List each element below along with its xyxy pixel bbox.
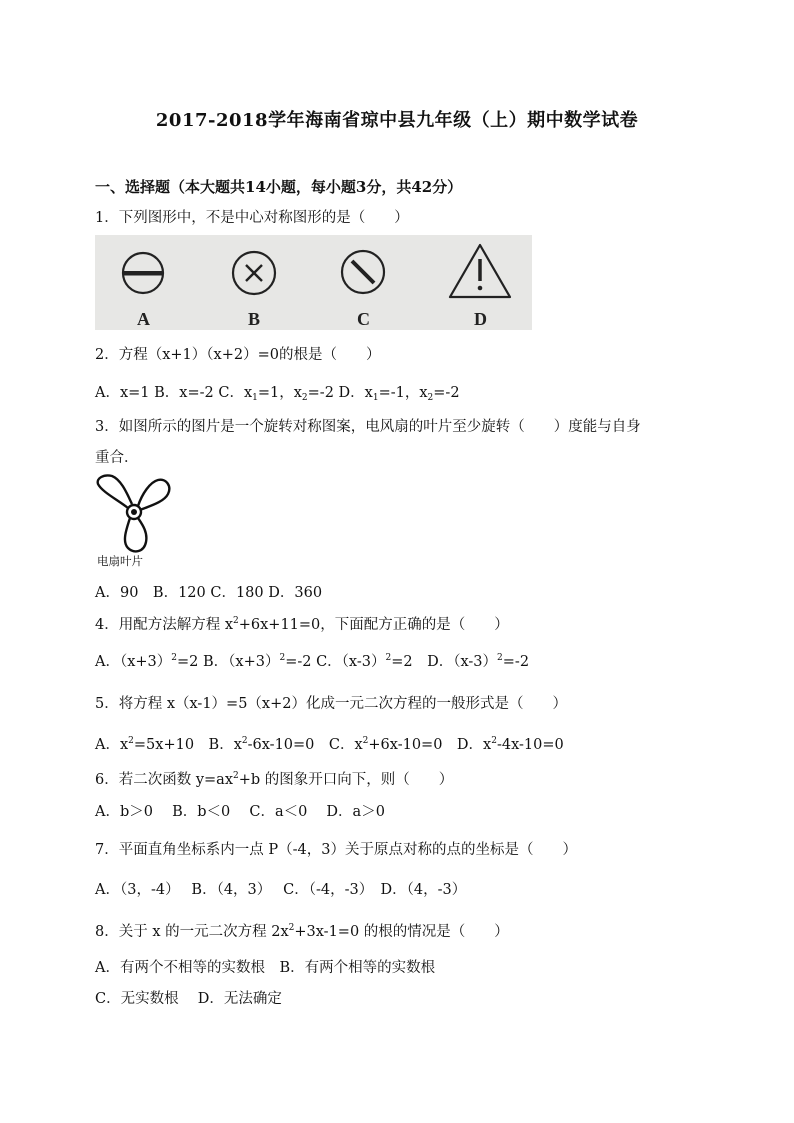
figure-c-circle-slash-icon (342, 251, 384, 293)
question-2-stem: 2．方程（x+1）（x+2）=0的根是（ ） (95, 347, 381, 363)
question-3-stem-line-2: 重合． (95, 450, 139, 466)
question-1-stem: 1．下列图形中，不是中心对称图形的是（ ） (95, 210, 409, 226)
figure-d-warning-triangle-icon (450, 245, 510, 297)
question-5-stem: 5．将方程 x（x-1）=5（x+2）化成一元二次方程的一般形式是（ ） (95, 696, 567, 712)
fan-blade-figure (94, 472, 176, 562)
question-6-options: A．b＞0 B．b＜0 C．a＜0 D．a＞0 (95, 804, 385, 820)
question-7-stem: 7．平面直角坐标系内一点 P（-4，3）关于原点对称的点的坐标是（ ） (95, 842, 577, 858)
question-4-stem: 4．用配方法解方程 $x^2+6x+11=0$，下面配方正确的是（ ） (95, 616, 509, 633)
question-4-options: A．$(x+3)^2=2$ B．$(x+3)^2=-2$ C．$(x-3)^2=2$ D．$(x-3)^2=-2$ (95, 653, 530, 670)
figure-label-b: B (248, 309, 261, 329)
figure-label-d: D (474, 309, 487, 329)
figure-b-circle-x-icon (233, 252, 275, 294)
question-8-stem: 8．关于 x 的一元二次方程 $2x^2+3x-1=0$ 的根的情况是（ ） (95, 923, 509, 940)
question-5-options: A．$x^2=5x+10$ B．$x^2-6x-10=0$ C．$x^2+6x-10=0$ D．$x^2-4x-10=0$ (95, 736, 564, 753)
question-1-figure (95, 235, 532, 330)
question-3-options: A．90 B．120 C．180 D．360 (95, 585, 323, 601)
question-7-options: A．（3，-4） B．（4，3） C．（-4，-3） D．（4，-3） (95, 882, 467, 898)
question-3-stem-line-1: 3．如图所示的图片是一个旋转对称图案，电风扇的叶片至少旋转（ ）度能与自身 (95, 419, 641, 435)
question-6-stem: 6．若二次函数 $y=ax^2+b$ 的图象开口向下，则（ ） (95, 771, 454, 788)
section-header: 一、选择题（本大题共14小题，每小题3分，共42分） (95, 178, 463, 196)
figure-a-circle-bar-icon (123, 253, 163, 293)
page-title: 2017-2018学年海南省琼中县九年级（上）期中数学试卷 (155, 110, 639, 131)
fan-figure-caption: 电扇叶片 (97, 554, 143, 568)
question-8-options-line-2: C．无实数根 D．无法确定 (95, 991, 282, 1007)
question-8-options-line-1: A．有两个不相等的实数根 B．有两个相等的实数根 (95, 960, 436, 976)
figure-label-c: C (357, 309, 370, 329)
question-2-options: A．x=1 B．x=-2 C．$x_1=1$，$x_2=-2$ D．$x_1=-1$，$x_2=-2$ (95, 385, 460, 403)
figure-label-a: A (137, 309, 150, 329)
